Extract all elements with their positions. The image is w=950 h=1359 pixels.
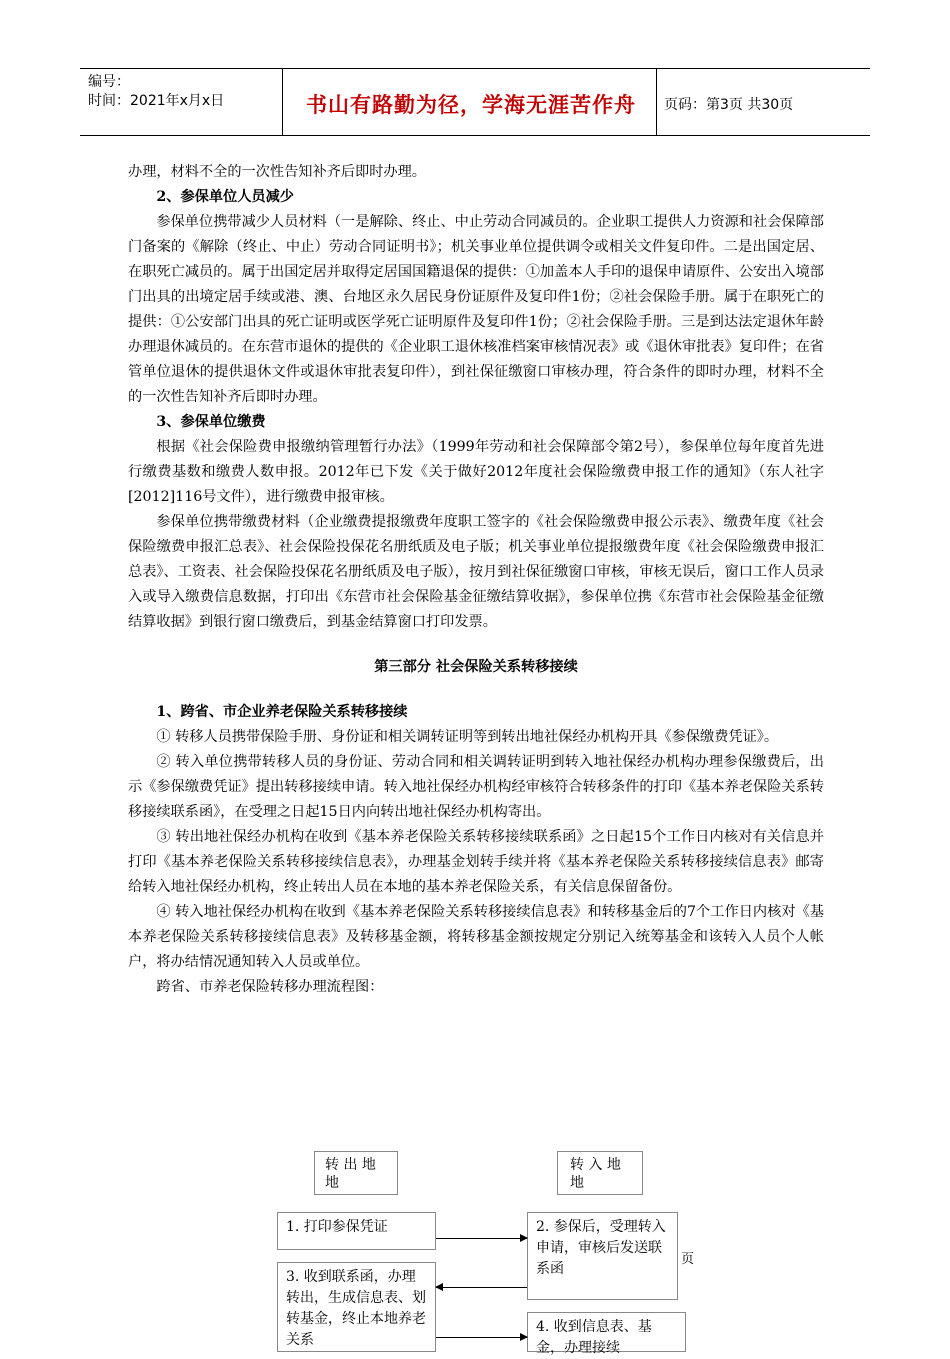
heading-unit-payment: 3、参保单位缴费 (156, 414, 266, 430)
document-time-label: 时间：2021年x月x日 (88, 93, 225, 109)
flow-step-process-outbound: 3. 收到联系函，办理转出，生成信息表、划转基金，终止本地养老关系 (277, 1262, 436, 1352)
header-motto: 书山有路勤为径，学海无涯苦作舟 (306, 92, 636, 117)
paragraph-reduction-materials: 参保单位携带减少人员材料（一是解除、终止、中止劳动合同减员的。企业职工提供人力资源和社会保障部门备案的《解除（终止、中止）劳动合同证明书》；机关事业单位提供调令或相关文件复印件。二是出国定居、在职死亡减员的。属于出国定居并取得定居国国籍退保的提供：①加盖本人手印的退保申请原件、公安出入境部门出具的出境定居手续或港、澳、台地区永久居民身份证原件及复印件1份；②社会保险手册。属于在职死亡的提供：①公安部门出具的死亡证明或医学死亡证明原件及复印件1份；②社会保险手册。三是到达法定退休年龄办理退休减员的。在东营市退休的提供的《企业职工退休核准档案审核情况表》或《退休审批表》复印件；在省管单位退休的提供退休文件或退休审批表复印件），到社保征缴窗口审核办理，符合条件的即时办理，材料不全的一次性告知补齐后即时办理。 (128, 214, 824, 405)
inbound-header-box: 转 入 地 地 (557, 1151, 643, 1195)
paragraph-payment-regulation: 根据《社会保险费申报缴纳管理暂行办法》（1999年劳动和社会保障部令第2号），参保单位每年度首先进行缴费基数和缴费人数申报。2012年已下发《关于做好2012年度社会保险缴费申报工作的通知》（东人社字[2012]116号文件），进行缴费申报审核。 (128, 439, 824, 505)
page-header (80, 68, 870, 136)
flow-step-accept-transfer: 2. 参保后，受理转入申请，审核后发送联系函 (527, 1212, 678, 1300)
flow-step-complete-inbound: 4. 收到信息表、基金，办理接续 (527, 1312, 686, 1352)
paragraph-continuation: 办理，材料不全的一次性告知补齐后即时办理。 (128, 164, 426, 180)
outbound-header-box: 转 出 地 地 (314, 1151, 398, 1195)
document-body (128, 160, 824, 1000)
flow-step-print-certificate: 1. 打印参保凭证 (277, 1212, 436, 1250)
document-number-label: 编号： (88, 74, 130, 90)
paragraph-step-three: ③ 转出地社保经办机构在收到《基本养老保险关系转移接续联系函》之日起15个工作日内核对有关信息并打印《基本养老保险关系转移接续信息表》，办理基金划转手续并将《基本养老保险关系转移接续信息表》邮寄给转入地社保经办机构，终止转出人员在本地的基本养老保险关系，有关信息保留备份。 (128, 829, 824, 895)
section-title-part-three: 第三部分 社会保险关系转移接续 (374, 659, 578, 675)
paragraph-payment-materials: 参保单位携带缴费材料（企业缴费提报缴费年度职工签字的《社会保险缴费申报公示表》、缴费年度《社会保险缴费申报汇总表》、社会保险投保花名册纸质及电子版；机关事业单位提报缴费年度《社会保险缴费申报汇总表》、工资表、社会保险投保花名册纸质及电子版），按月到社保征缴窗口审核，审核无误后，窗口工作人员录入或导入缴费信息数据，打印出《东营市社会保险基金征缴结算收据》，参保单位携《东营市社会保险基金征缴结算收据》到银行窗口缴费后，到基金结算窗口打印发票。 (128, 514, 824, 630)
header-divider-left (282, 69, 283, 135)
header-divider-right (656, 69, 657, 135)
heading-pension-transfer: 1、跨省、市企业养老保险关系转移接续 (156, 704, 408, 720)
arrow-step2-to-step3 (436, 1287, 527, 1288)
page-counter: 页码：第3页 共30页 (664, 97, 794, 113)
heading-member-reduction: 2、参保单位人员减少 (156, 189, 294, 205)
page-fragment-text: 页 (681, 1252, 695, 1267)
arrow-step3-to-step4 (436, 1337, 527, 1338)
paragraph-step-two: ② 转入单位携带转移人员的身份证、劳动合同和相关调转证明到转入地社保经办机构办理参保缴费后，出示《参保缴费凭证》提出转移接续申请。转入地社保经办机构经审核符合转移条件的打印《基本养老保险关系转移接续联系函》，在受理之日起15日内向转出地社保经办机构寄出。 (128, 754, 824, 820)
paragraph-step-four: ④ 转入地社保经办机构在收到《基本养老保险关系转移接续信息表》和转移基金后的7个工作日内核对《基本养老保险关系转移接续信息表》及转移基金额，将转移基金额按规定分别记入统筹基金和该转入人员个人帐户，将办结情况通知转入人员或单位。 (128, 904, 824, 970)
header-info (88, 73, 224, 111)
paragraph-step-one: ① 转移人员携带保险手册、身份证和相关调转证明等到转出地社保经办机构开具《参保缴费凭证》。 (156, 729, 779, 745)
flowchart-caption: 跨省、市养老保险转移办理流程图： (156, 979, 384, 995)
arrow-step1-to-step2 (436, 1238, 527, 1239)
